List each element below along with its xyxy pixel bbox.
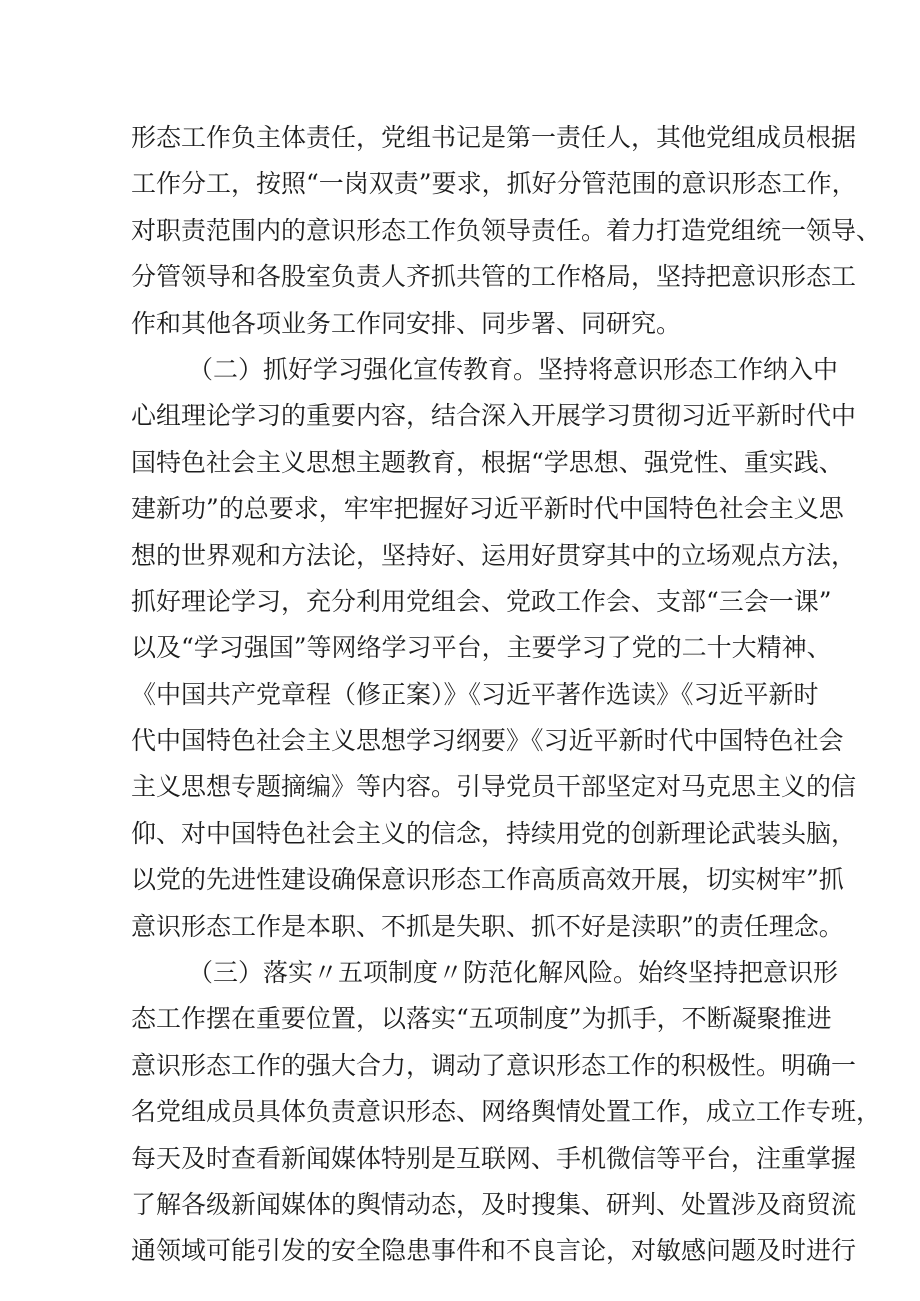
text-line: 仰、对中国特色社会主义的信念，持续用党的创新理论武装头脑， (131, 818, 857, 848)
text-line: 以党的先进性建设确保意识形态工作高质高效开展，切实树牢”抓 (131, 865, 844, 895)
text-line: 抓好理论学习，充分利用党组会、党政工作会、支部“三会一课” (131, 586, 832, 616)
text-line: 《中国共产党章程（修正案）》《习近平著作选读》《习近平新时 (131, 679, 819, 709)
document-body (131, 115, 882, 1275)
text-line: 对职责范围内的意识形态工作负领导责任。着力打造党组统一领导、 (131, 215, 882, 245)
text-line: 代中国特色社会主义思想学习纲要》《习近平新时代中国特色社会 (131, 726, 844, 756)
text-line: 形态工作负主体责任，党组书记是第一责任人，其他党组成员根据 (131, 123, 857, 152)
text-line: 工作分工，按照“一岗双责”要求，抓好分管范围的意识形态工作， (131, 169, 857, 199)
text-line: 建新功”的总要求，牢牢把握好习近平新时代中国特色社会主义思 (131, 494, 844, 524)
text-line: 名党组成员具体负责意识形态、网络舆情处置工作，成立工作专班， (131, 1097, 882, 1127)
text-line: 以及“学习强国”等网络学习平台，主要学习了党的二十大精神、 (131, 633, 832, 663)
text-line: 想的世界观和方法论，坚持好、运用好贯穿其中的立场观点方法， (131, 540, 857, 570)
text-line: 通领域可能引发的安全隐患事件和不良言论，对敏感问题及时进行 (131, 1236, 857, 1266)
text-line: 意识形态工作是本职、不抓是失职、抓不好是渎职”的责任理念。 (131, 911, 844, 941)
text-line: 态工作摆在重要位置，以落实“五项制度”为抓手，不断凝聚推进 (131, 1004, 832, 1034)
text-line: 每天及时查看新闻媒体特别是互联网、手机微信等平台，注重掌握 (131, 1143, 857, 1173)
text-line: 意识形态工作的强大合力，调动了意识形态工作的积极性。明确一 (131, 1050, 857, 1080)
text-line: 心组理论学习的重要内容，结合深入开展学习贯彻习近平新时代中 (131, 401, 857, 431)
section-heading-line: （二）抓好学习强化宣传教育。坚持将意识形态工作纳入中 (188, 354, 839, 384)
section-heading-line: （三）落实〃五项制度〃防范化解风险。始终坚持把意识形 (188, 958, 839, 988)
text-line: 分管领导和各股室负责人齐抓共管的工作格局，坚持把意识形态工 (131, 262, 857, 292)
text-line: 了解各级新闻媒体的舆情动态，及时搜集、研判、处置涉及商贸流 (131, 1189, 857, 1219)
text-line: 作和其他各项业务工作同安排、同步署、同研究。 (131, 308, 682, 338)
text-line: 国特色社会主义思想主题教育，根据“学思想、强党性、重实践、 (131, 447, 844, 477)
text-line: 主义思想专题摘编》等内容。引导党员干部坚定对马克思主义的信 (131, 772, 857, 802)
